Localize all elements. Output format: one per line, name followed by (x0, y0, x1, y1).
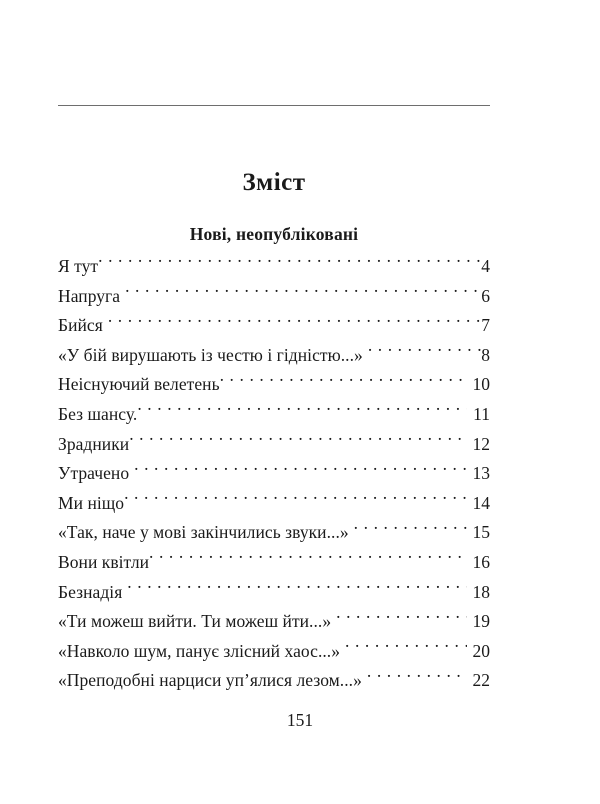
toc-entry[interactable] (58, 282, 490, 312)
toc-entry-title: Утрачено (58, 463, 130, 484)
toc-entry[interactable] (58, 400, 490, 430)
toc-entry[interactable] (58, 430, 490, 460)
toc-leader-dots (336, 610, 466, 628)
toc-entry[interactable] (58, 311, 490, 341)
page-title: Зміст (242, 168, 306, 196)
toc-leader-dots (149, 550, 466, 568)
toc-entry-title: Напруга (58, 285, 121, 306)
toc-leader-dots (108, 314, 481, 332)
toc-entry[interactable] (58, 578, 490, 608)
toc-leader-dots (368, 343, 481, 361)
toc-entry-list (58, 252, 490, 696)
toc-entry[interactable] (58, 341, 490, 371)
toc-entry-page-number: 7 (481, 315, 490, 336)
toc-entry-page-number: 12 (472, 433, 490, 454)
toc-leader-dots (137, 402, 467, 420)
toc-entry-title: «У бій вирушають із честю і гідністю...» (58, 344, 363, 365)
toc-entry[interactable] (58, 666, 490, 696)
toc-leader-dots (124, 491, 466, 509)
page-folio: 151 (286, 710, 314, 730)
toc-entry[interactable] (58, 607, 490, 637)
toc-entry-page-number: 16 (472, 551, 490, 572)
toc-entry-title: «Преподобні нарциси упʼялися лезом...» (58, 670, 362, 691)
toc-entry-page-number: 14 (472, 492, 490, 513)
toc-entry-page-number: 11 (473, 403, 490, 424)
toc-entry-page-number: 10 (472, 374, 490, 395)
toc-entry-title: Безнадія (58, 581, 123, 602)
toc-entry-page-number: 6 (481, 285, 490, 306)
toc-entry-page-number: 13 (472, 463, 490, 484)
toc-entry[interactable] (58, 252, 490, 282)
toc-entry-page-number: 18 (472, 581, 490, 602)
toc-entry[interactable] (58, 370, 490, 400)
toc-entry-title: Без шансу. (58, 403, 138, 424)
toc-entry[interactable] (58, 459, 490, 489)
toc-entry[interactable] (58, 489, 490, 519)
toc-leader-dots (354, 521, 467, 539)
toc-entry-title: Зрадники (58, 433, 130, 454)
header-rule (58, 105, 490, 106)
toc-leader-dots (220, 373, 467, 391)
toc-entry-title: «Навколо шум, панує злісний хаос...» (58, 640, 341, 661)
toc-entry-page-number: 4 (481, 256, 490, 276)
toc-entry-title: Вони квітли (58, 551, 150, 572)
toc-leader-dots (129, 432, 466, 450)
toc-entry-page-number: 20 (472, 640, 490, 661)
toc-leader-dots (125, 284, 481, 302)
toc-leader-dots (134, 462, 466, 480)
toc-entry-page-number: 15 (472, 522, 490, 543)
toc-entry[interactable] (58, 548, 490, 578)
toc-leader-dots (127, 580, 466, 598)
toc-entry-title: Бийся (58, 315, 103, 336)
toc-entry-title: Ми ніщо (58, 492, 125, 513)
toc-entry-title: Неіснуючий велетень (58, 374, 220, 395)
toc-entry-page-number: 8 (481, 344, 490, 365)
toc-entry-page-number: 22 (472, 670, 490, 691)
toc-entry[interactable] (58, 637, 490, 667)
toc-leader-dots (367, 669, 467, 687)
toc-leader-dots (345, 639, 466, 657)
toc-entry-title: «Ти можеш вийти. Ти можеш йти...» (58, 611, 332, 632)
section-heading: Нові, неопубліковані (189, 223, 359, 244)
toc-entry-page-number: 19 (472, 611, 490, 632)
toc-entry-title: Я тут (58, 256, 99, 276)
toc-leader-dots (98, 255, 481, 273)
toc-entry[interactable] (58, 518, 490, 548)
toc-entry-title: «Так, наче у мові закінчились звуки...» (58, 522, 349, 543)
